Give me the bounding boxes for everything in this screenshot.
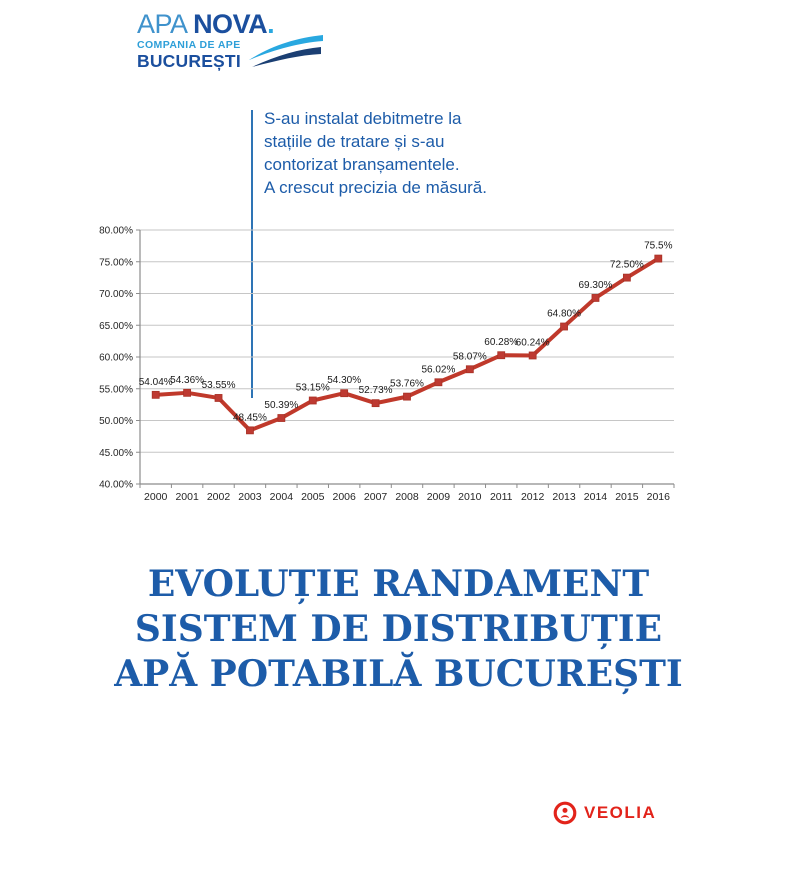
svg-text:2007: 2007 <box>363 491 388 503</box>
svg-text:2004: 2004 <box>269 491 294 503</box>
svg-text:2011: 2011 <box>489 491 513 503</box>
svg-text:52.73%: 52.73% <box>358 385 393 397</box>
logo-city: BUCUREȘTI <box>137 51 241 71</box>
annotation-line-2: stațiile de tratare și s-au <box>264 132 445 151</box>
svg-text:2000: 2000 <box>144 491 168 503</box>
veolia-icon <box>553 801 577 825</box>
svg-text:60.24%: 60.24% <box>515 337 550 349</box>
y-ticks <box>136 230 140 484</box>
annotation-line-3: contorizat branșamentele. <box>264 155 460 174</box>
svg-text:60.28%: 60.28% <box>484 337 519 349</box>
svg-text:2001: 2001 <box>175 491 199 503</box>
svg-text:2016: 2016 <box>646 491 670 503</box>
svg-text:70.00%: 70.00% <box>99 289 133 300</box>
svg-text:40.00%: 40.00% <box>99 479 133 491</box>
title-line-1: EVOLUȚIE RANDAMENT <box>147 563 650 605</box>
svg-text:54.04%: 54.04% <box>138 376 173 388</box>
svg-text:2008: 2008 <box>395 491 419 503</box>
svg-text:72.50%: 72.50% <box>609 259 644 271</box>
logo-subtitle: COMPANIA DE APE <box>137 39 241 51</box>
page-title <box>0 562 797 697</box>
title-line-2: SISTEM DE DISTRIBUȚIE <box>134 608 663 650</box>
y-gridlines <box>140 230 674 452</box>
svg-text:56.02%: 56.02% <box>421 364 456 376</box>
wave-swoosh-icon <box>249 34 323 68</box>
svg-text:54.36%: 54.36% <box>170 374 205 386</box>
svg-text:60.00%: 60.00% <box>99 352 133 364</box>
veolia-logo <box>553 801 656 825</box>
logo-apa-text: APA <box>137 9 187 39</box>
logo-dot: . <box>267 9 275 39</box>
svg-text:55.00%: 55.00% <box>99 384 133 396</box>
svg-text:64.80%: 64.80% <box>547 308 582 320</box>
svg-text:2014: 2014 <box>583 491 608 503</box>
svg-text:53.15%: 53.15% <box>295 382 330 394</box>
annotation-line-1: S-au instalat debitmetre la <box>264 109 462 128</box>
svg-text:75.5%: 75.5% <box>644 240 673 252</box>
svg-text:2003: 2003 <box>238 491 262 503</box>
svg-text:2002: 2002 <box>206 491 231 503</box>
svg-text:54.30%: 54.30% <box>327 375 362 387</box>
apa-nova-logo <box>137 10 337 70</box>
veolia-label: VEOLIA <box>584 803 657 822</box>
svg-text:2005: 2005 <box>301 491 325 503</box>
y-tick-labels <box>99 226 133 491</box>
title-line-3: APĂ POTABILĂ BUCUREȘTI <box>114 653 683 695</box>
efficiency-line-chart <box>85 215 725 515</box>
svg-text:80.00%: 80.00% <box>99 225 133 237</box>
svg-text:48.45%: 48.45% <box>232 412 267 424</box>
svg-text:50.39%: 50.39% <box>264 400 299 412</box>
svg-text:45.00%: 45.00% <box>99 447 133 459</box>
svg-text:2009: 2009 <box>426 491 451 503</box>
annotation-text <box>264 107 534 199</box>
svg-text:53.55%: 53.55% <box>201 379 236 391</box>
svg-text:2006: 2006 <box>332 491 356 503</box>
svg-text:58.07%: 58.07% <box>452 351 487 363</box>
svg-text:50.00%: 50.00% <box>99 416 133 427</box>
svg-text:65.00%: 65.00% <box>99 320 133 332</box>
chart-canvas <box>85 215 725 515</box>
annotation-line-4: A crescut precizia de măsură. <box>264 178 487 197</box>
svg-text:2013: 2013 <box>552 491 576 503</box>
svg-text:2012: 2012 <box>520 491 545 503</box>
svg-text:75.00%: 75.00% <box>99 257 133 269</box>
x-tick-labels <box>144 491 670 503</box>
svg-text:53.76%: 53.76% <box>390 378 424 390</box>
svg-text:69.30%: 69.30% <box>578 279 613 291</box>
svg-text:2015: 2015 <box>615 491 639 503</box>
svg-text:2010: 2010 <box>458 491 482 503</box>
logo-nova-text: NOVA <box>193 9 268 39</box>
